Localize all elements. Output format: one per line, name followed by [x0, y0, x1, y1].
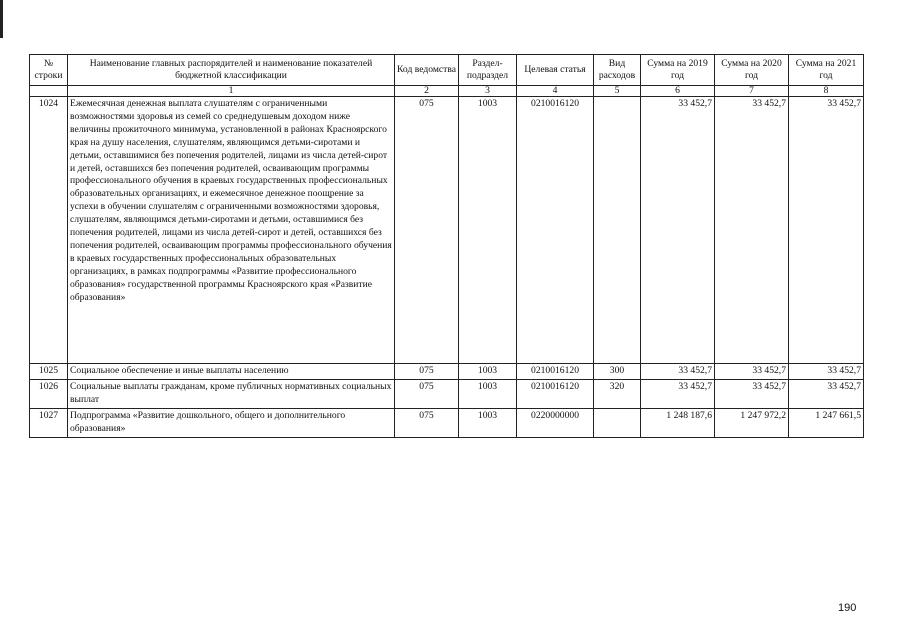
row-department-code: 075 [395, 364, 459, 380]
row-expense-type [594, 97, 641, 364]
row-number: 1025 [30, 364, 68, 380]
row-target-article: 0210016120 [517, 364, 594, 380]
table-header-row [30, 55, 864, 86]
row-department-code: 075 [395, 408, 459, 437]
row-number: 1024 [30, 97, 68, 364]
table-row [30, 97, 864, 364]
column-index-cell [30, 86, 68, 97]
row-sum-2021: 33 452,7 [789, 364, 864, 380]
row-section: 1003 [459, 364, 517, 380]
column-index-cell: 2 [395, 86, 459, 97]
header-target-article: Целевая статья [517, 55, 594, 86]
row-sum-2019: 33 452,7 [641, 364, 715, 380]
row-section: 1003 [459, 408, 517, 437]
row-sum-2020: 1 247 972,2 [715, 408, 789, 437]
header-sum-2019: Сумма на 2019 год [641, 55, 715, 86]
column-index-cell: 8 [789, 86, 864, 97]
budget-table [29, 54, 864, 438]
row-number: 1026 [30, 379, 68, 408]
page-number: 190 [838, 602, 857, 614]
row-sum-2019: 33 452,7 [641, 97, 715, 364]
row-department-code: 075 [395, 379, 459, 408]
row-sum-2020: 33 452,7 [715, 97, 789, 364]
row-name: Ежемесячная денежная выплата слушателям с ограниченными возможностями здоровья из семей со среднедушевым доходом ниже величины прожиточного минимума, установленной в районах Красноярского края на душу населения, слушателям, являющимся детьми-сиротами и детьми, оставшимися без попечения родителей, лицами из числа детей-сирот и детей, оставшихся без попечения родителей, осваивающим программы профессионального обучения в краевых государственных профессиональных образовательных организациях, и ежемесячное денежное поощрение за успехи в обучении слушателям с ограниченными возможностями здоровья, слушателям, являющимся детьми-сиротами и детьми, оставшимися без попечения родителей, лицами из числа детей-сирот и детей, оставшихся без попечения родителей, осваивающим программы профессионального обучения в краевых государственных профессиональных образовательных организациях, в рамках подпрограммы «Развитие профессионального образования» государственной программы Красноярского края «Развитие образования» [68, 97, 395, 364]
row-target-article: 0210016120 [517, 379, 594, 408]
column-index-cell: 3 [459, 86, 517, 97]
row-expense-type: 300 [594, 364, 641, 380]
row-sum-2021: 33 452,7 [789, 97, 864, 364]
header-department-code: Код ведомства [395, 55, 459, 86]
row-department-code: 075 [395, 97, 459, 364]
header-row-number: № строки [30, 55, 68, 86]
scan-edge-mark [0, 0, 3, 38]
row-expense-type [594, 408, 641, 437]
row-expense-type: 320 [594, 379, 641, 408]
row-sum-2020: 33 452,7 [715, 379, 789, 408]
column-index-cell: 5 [594, 86, 641, 97]
row-section: 1003 [459, 379, 517, 408]
row-sum-2021: 33 452,7 [789, 379, 864, 408]
row-target-article: 0220000000 [517, 408, 594, 437]
table-row [30, 379, 864, 408]
row-sum-2019: 1 248 187,6 [641, 408, 715, 437]
column-index-cell: 1 [68, 86, 395, 97]
table-row [30, 408, 864, 437]
header-expense-type: Вид расходов [594, 55, 641, 86]
header-sum-2020: Сумма на 2020 год [715, 55, 789, 86]
row-name: Социальные выплаты гражданам, кроме публичных нормативных социальных выплат [68, 379, 395, 408]
column-index-cell: 6 [641, 86, 715, 97]
row-sum-2021: 1 247 661,5 [789, 408, 864, 437]
row-target-article: 0210016120 [517, 97, 594, 364]
row-name: Подпрограмма «Развитие дошкольного, общего и дополнительного образования» [68, 408, 395, 437]
header-sum-2021: Сумма на 2021 год [789, 55, 864, 86]
header-section: Раздел-подраздел [459, 55, 517, 86]
table-row [30, 364, 864, 380]
column-index-row [30, 86, 864, 97]
header-name: Наименование главных распорядителей и наименование показателей бюджетной классификации [68, 55, 395, 86]
column-index-cell: 4 [517, 86, 594, 97]
row-number: 1027 [30, 408, 68, 437]
column-index-cell: 7 [715, 86, 789, 97]
row-section: 1003 [459, 97, 517, 364]
row-sum-2019: 33 452,7 [641, 379, 715, 408]
row-sum-2020: 33 452,7 [715, 364, 789, 380]
row-name: Социальное обеспечение и иные выплаты населению [68, 364, 395, 380]
